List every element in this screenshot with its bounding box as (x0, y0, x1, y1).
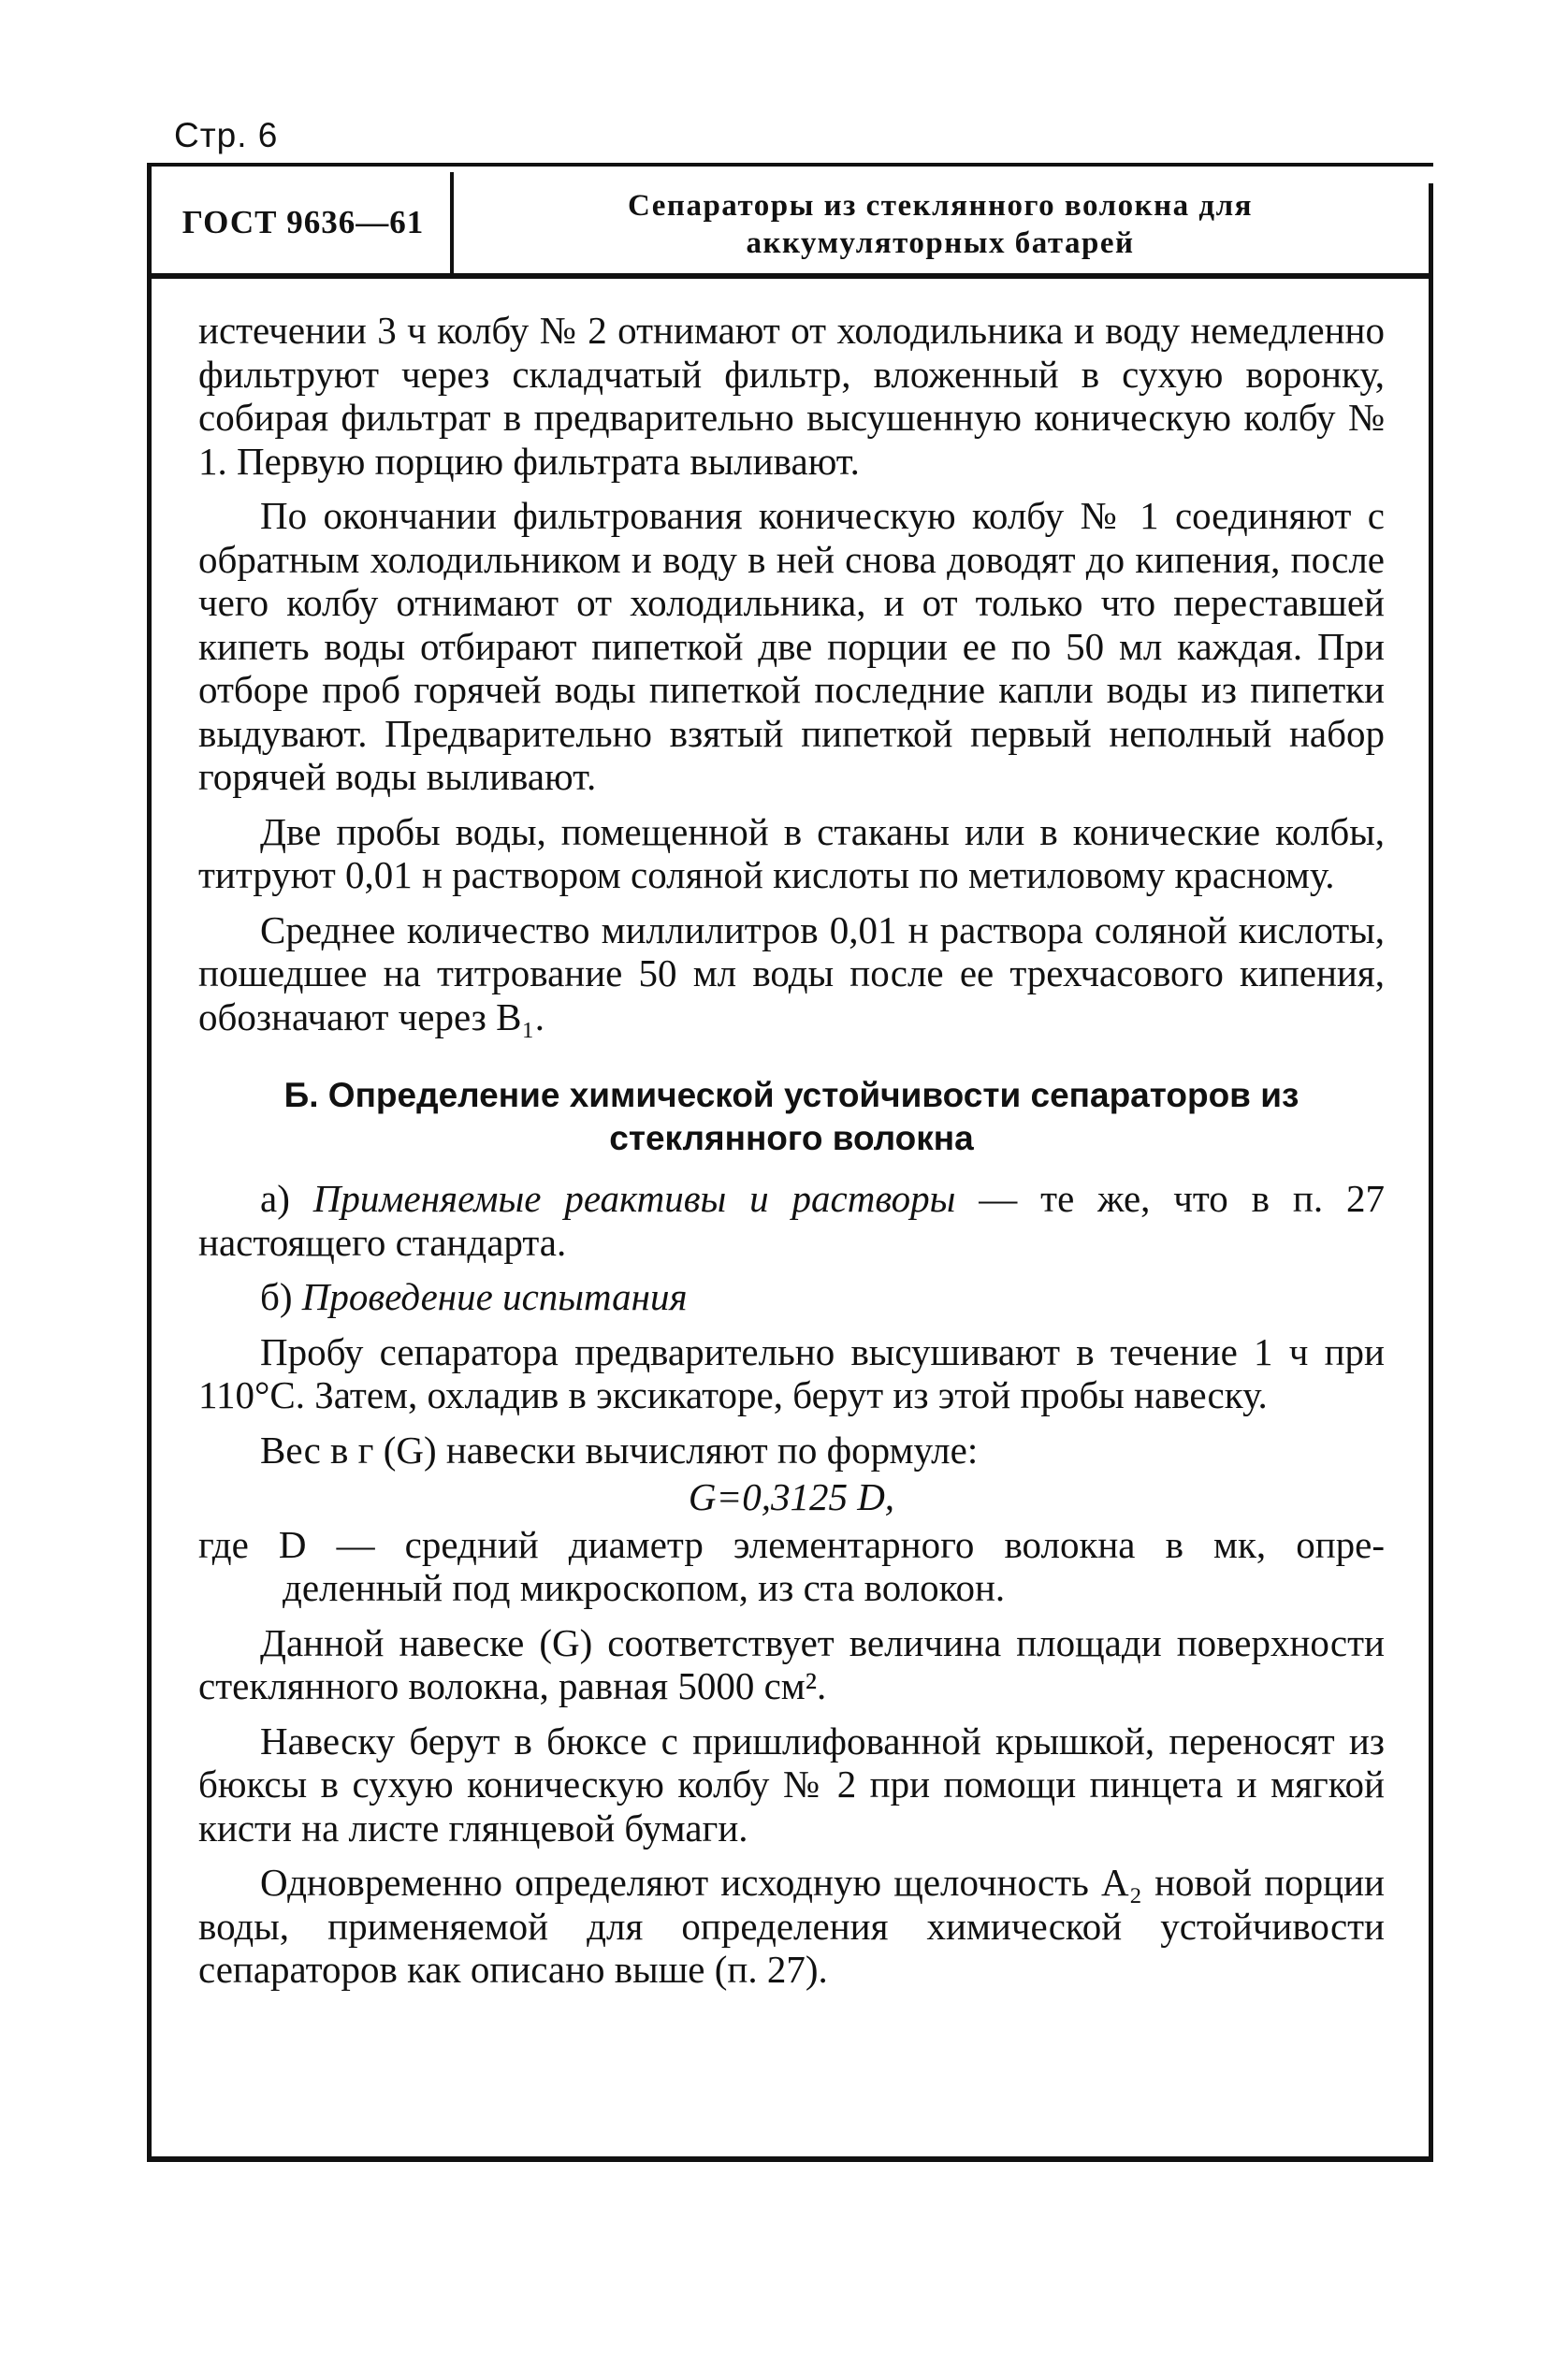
paragraph-5: Пробу сепаратора предварительно высушивают в течение 1 ч при 110°С. Затем, охладив в эксикаторе, берут из этой пробы навеску. (198, 1329, 1385, 1416)
formula: G=0,3125 D, (688, 1475, 895, 1518)
paragraph-7: Данной навеске (G) соответствует величина площади поверхности стеклянного волокна, равная 5000 см². (198, 1620, 1385, 1707)
standard-title (458, 180, 1422, 269)
section-b-title-line-2: стеклянного волокна (609, 1119, 974, 1157)
frame-right-rule (1429, 183, 1433, 2162)
item-b (198, 1275, 1385, 1319)
frame-top-rule (147, 163, 1433, 167)
formula-explanation (198, 1523, 1385, 1610)
item-a-label: а) (260, 1177, 290, 1220)
item-a (198, 1177, 1385, 1264)
header-divider (450, 172, 454, 273)
section-b-title-line-1: Б. Определение химической устойчивости сепараторов из (283, 1076, 1299, 1114)
paragraph-6: Вес в г (G) навески вычисляют по формуле: (260, 1428, 979, 1472)
paragraph-8: Навеску берут в бюксе с пришлифованной крышкой, переносят из бюксы в сухую коническую колбу № 2 при помощи пинцета и мягкой кисти на листе глянцевой бумаги. (198, 1719, 1385, 1850)
standard-code: ГОСТ 9636—61 (181, 204, 425, 240)
frame-left-rule (147, 163, 152, 2162)
item-a-heading: Применяемые реактивы и растворы (312, 1177, 956, 1220)
section-b-title (198, 1074, 1385, 1160)
paragraph-1: истечении 3 ч колбу № 2 отнимают от холодильника и воду немедленно фильтруют через складчатый фильтр, вложенный в сухую воронку, собирая фильтрат в предварительно высушенную коническую колбу № 1. Первую порцию фильтрата выливают. (198, 309, 1385, 483)
formula-explanation-line-2: деленный под микроскопом, из ста волокон. (283, 1566, 1006, 1609)
paragraph-4: Среднее количество миллилитров 0,01 н раствора соляной кислоты, пошедшее на титрование 50 мл воды после ее трехчасового кипения, обозначают через B₁. (198, 907, 1385, 1038)
paragraph-9: Одновременно определяют исходную щелочность A₂ новой порции воды, применяемой для определения химической устойчивости сепараторов как описано выше (п. 27). (198, 1861, 1385, 1991)
frame-bottom-rule (147, 2156, 1433, 2162)
standard-title-line-2: аккумуляторных батарей (746, 226, 1135, 260)
item-a-text: — те же, что в п. 27 настоящего стандарта. (198, 1177, 1385, 1264)
item-b-heading: Проведение испытания (301, 1275, 688, 1318)
page-content (198, 309, 1385, 2003)
formula-explanation-line-1: где D — средний диаметр элементарного волокна в мк, опре- (198, 1522, 1385, 1566)
paragraph-2: По окончании фильтрования коническую колбу № 1 соединяют с обратным холодильником и воду в ней снова доводят до кипения, после чего колбу отнимают от холодильника, и от только что переставшей кипеть воды отбирают пипеткой две порции ее по 50 мл каждая. При отборе проб горячей воды пипеткой последние капли воды из пипетки выдувают. Предварительно взятый пипеткой первый неполный набор горячей воды выливают. (198, 494, 1385, 798)
page-number: Стр. 6 (174, 116, 279, 154)
header-bottom-rule (147, 273, 1433, 279)
standard-title-line-1: Сепараторы из стеклянного волокна для (628, 189, 1253, 223)
item-b-label: б) (260, 1275, 293, 1318)
paragraph-3: Две пробы воды, помещенной в стаканы или в конические колбы, титруют 0,01 н раствором соляной кислоты по метиловому красному. (198, 809, 1385, 896)
